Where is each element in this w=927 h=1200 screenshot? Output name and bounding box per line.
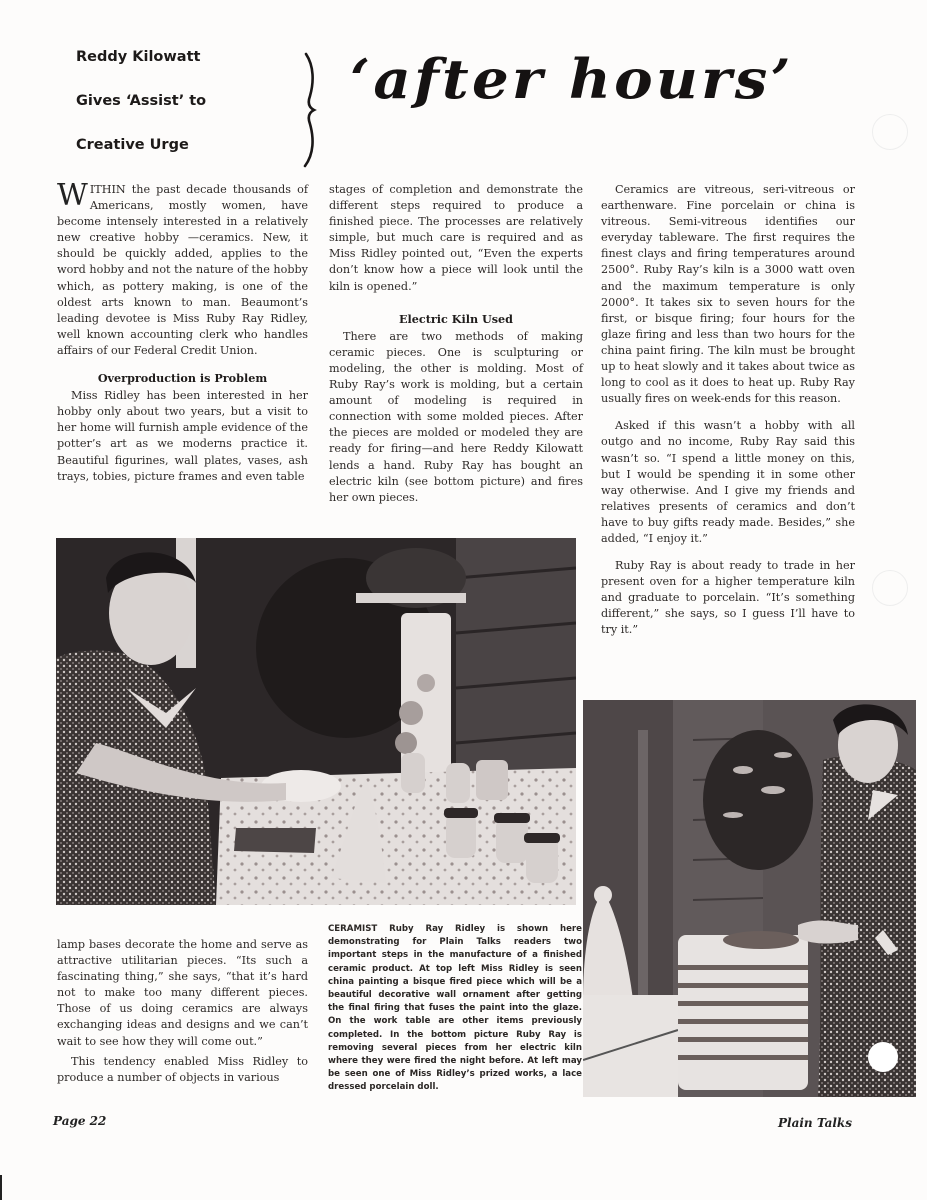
caption-text: Ruby Ray Ridley is shown here demonstrating for Plain Talks readers two important steps in the manufacture of a finished ceramic product. At top left Miss Ridley is seen china painting a bisque fired piece which will be a beautiful decorative wall ornament after getting the final firing that fuses the paint into the glaze. On the work table are other items previously completed. In the bottom picture Ruby Ray is removing several pieces from her electric kiln where they were fired the night before. At left may be seen one of Miss Ridley’s prized works, a lace dressed porcelain doll. [328, 924, 582, 1093]
page-number: Page 22 [53, 1114, 107, 1128]
column-2 [329, 182, 583, 506]
intro-paragraph: WITHIN the past decade thousands of Americans, mostly women, have become intensely interested in a relatively new creative hobby —ceramics. New, it should be quickly added, applies to the word hobby and not the nature of the hobby which, as pottery making, is one of the oldest arts known to man. Beaumont’s leading devotee is Miss Ruby Ray Ridley, well known accounting clerk who handles affairs of our Federal Credit Union. [57, 178, 308, 357]
paragraph: Ruby Ray is about ready to trade in her present oven for a higher temperature kiln and graduate to porcelain. “It’s something different,” she says, so I guess I’ll have to try it.” [601, 559, 855, 637]
binder-hole [872, 114, 908, 150]
column-1-continued [57, 937, 308, 1086]
drop-cap: W [57, 178, 88, 213]
subhead-electric-kiln: Electric Kiln Used [399, 311, 513, 326]
photo-image [56, 538, 576, 905]
deck-line-2: Gives ‘Assist’ to [76, 93, 207, 109]
photo-electric-kiln [583, 700, 916, 1097]
article-title: ‘after hours’ [350, 47, 794, 111]
photo-china-painting [56, 538, 576, 905]
headline-deck [76, 46, 306, 178]
column-3 [601, 182, 855, 639]
paragraph: There are two methods of making ceramic pieces. One is sculpturing or modeling, the other is molding. Most of Ruby Ray’s work is molding, but a certain amount of modeling is required in connection with some molded pieces. After the pieces are molded or modeled they are ready for firing—and here Reddy Kilowatt lends a hand. Ruby Ray has bought an electric kiln (see bottom picture) and fires her own pieces. [329, 329, 583, 504]
paragraph: lamp bases decorate the home and serve as attractive utilitarian pieces. “Its such a fascinating thing,” she says, “that it’s hard not to make too many different pieces. Those of us doing ceramics are always exchanging ideas and designs and we can’t wait to see how they will come out.” [57, 938, 308, 1048]
column-1 [57, 178, 308, 485]
paragraph: stages of completion and demonstrate the different steps required to produce a finished piece. The processes are relatively simple, but much care is required and as Miss Ridley pointed out, “Even the experts don’t know how a piece will look until the kiln is opened.” [329, 183, 583, 293]
paragraph: This tendency enabled Miss Ridley to produce a number of objects in various [57, 1054, 308, 1084]
deck-line-1: Reddy Kilowatt [76, 49, 201, 65]
caption-lead: CERAMIST [328, 924, 378, 934]
subhead-overproduction: Overproduction is Problem [97, 371, 268, 386]
photo-caption [328, 923, 582, 1095]
photo-image [583, 700, 916, 1097]
scan-edge-mark [0, 1175, 2, 1200]
paragraph: Ceramics are vitreous, seri-vitreous or earthenware. Fine porcelain or china is vitreous. Semi-vitreous identifies our everyday tableware. The first requires the finest clays and firing temperatures around 2500°. Ruby Ray’s kiln is a 3000 watt oven and the maximum temperature is only 2000°. It takes six to seven hours for the first, or bisque firing; four hours for the glaze firing and less than two hours for the china paint firing. The kiln must be brought up to heat slowly and it takes about twice as long to cool as it does to heat up. Ruby Ray usually fires on week-ends for this reason. [601, 183, 855, 406]
binder-hole [868, 1042, 898, 1072]
paragraph: Asked if this wasn’t a hobby with all outgo and no income, Ruby Ray said this wasn’t so. “I spend a little money on this, but I would be spending it in some other way otherwise. And I give my friends and relatives presents of ceramics and don’t have to buy gifts ready made. Besides,” she added, “I enjoy it.” [601, 419, 855, 545]
paragraph: Miss Ridley has been interested in her hobby only about two years, but a visit to her home will furnish ample evidence of the potter’s art as we moderns practice it. Beautiful figurines, wall plates, vases, ash trays, tobies, picture frames and even table [57, 389, 308, 483]
publication-name: Plain Talks [778, 1116, 853, 1130]
brace-ornament [300, 52, 324, 168]
binder-hole [872, 570, 908, 606]
deck-line-3: Creative Urge [76, 137, 189, 153]
